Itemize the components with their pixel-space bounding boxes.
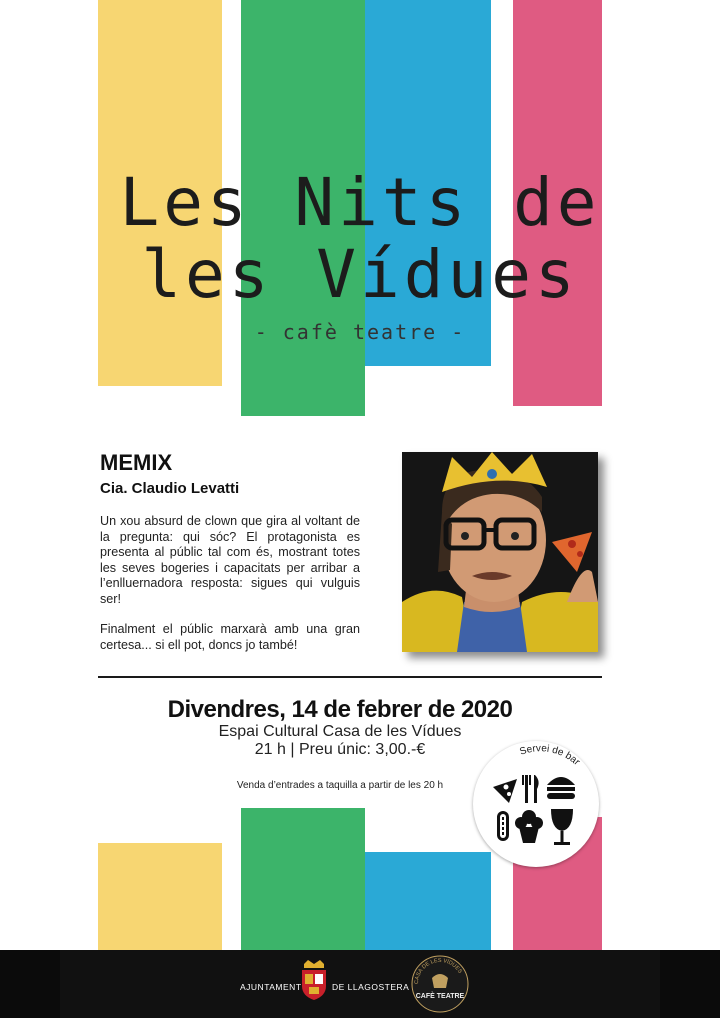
burger-icon [547, 777, 575, 799]
footer-ajuntament-text: AJUNTAMENT [240, 982, 302, 992]
poster-subtitle: - cafè teatre - [254, 320, 466, 344]
footer-llagostera-text: DE LLAGOSTERA [332, 982, 410, 992]
description-paragraph-1: Un xou absurd de clown que gira al voltant de la pregunta: qui sóc? El protagonista es presenta al públic tal com és, mostrant totes les seves bogeries i capacitats per arribar a l’enlluernadora resposta: sigues qui vulguis ser! [100, 514, 360, 606]
event-time-price: 21 h | Preu únic: 3,00.-€ [254, 741, 426, 758]
cafe-teatre-logo [410, 954, 470, 1014]
company-name: Cia. Claudio Levatti [100, 480, 240, 497]
cutlery-icon [522, 775, 539, 803]
bar-service-badge [473, 741, 599, 867]
clown-photo [402, 452, 598, 652]
cupcake-icon [515, 810, 543, 843]
show-name: MEMIX [100, 450, 173, 475]
coat-of-arms-icon [299, 960, 329, 1000]
event-venue: Espai Cultural Casa de les Vídues [218, 723, 462, 740]
ticket-info: Venda d’entrades a taquilla a partir de les 20 h [236, 780, 444, 791]
section-divider [98, 676, 602, 678]
description-paragraph-2: Finalment el públic marxarà amb una gran certesa... si ell pot, doncs jo també! [100, 622, 360, 652]
pizza-icon [493, 779, 517, 803]
poster-title-line2: les Vídues [141, 236, 579, 313]
bottom-bar-yellow [98, 843, 222, 950]
wine-glass-icon [551, 809, 573, 845]
bottom-bar-green [241, 808, 365, 950]
svg-text:CAFÈ TEATRE: CAFÈ TEATRE [415, 993, 465, 1000]
svg-text:CASA DE LES VÍDUES: CASA DE LES VÍDUES [413, 957, 463, 985]
event-date: Divendres, 14 de febrer de 2020 [167, 696, 513, 723]
bar-service-label: Servei de bar [518, 743, 582, 768]
hotdog-icon [497, 811, 509, 841]
poster-title-line1: Les Nits de [119, 164, 601, 241]
